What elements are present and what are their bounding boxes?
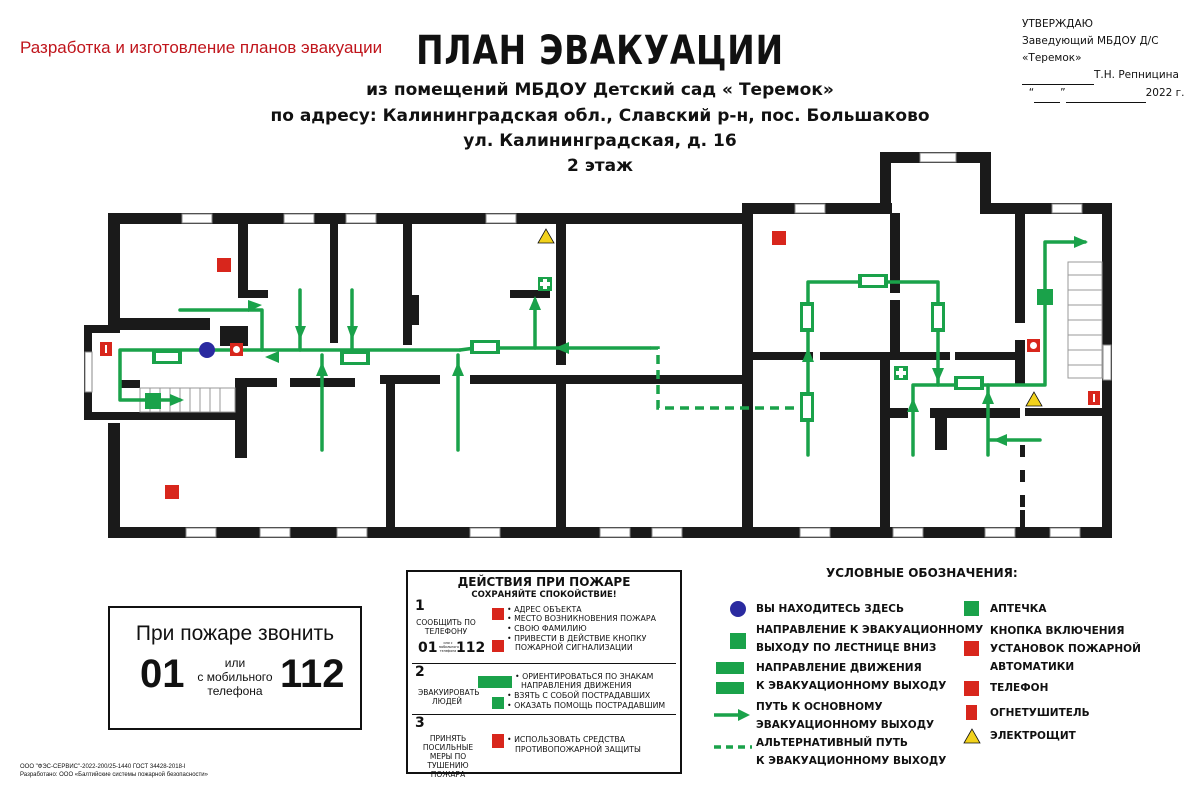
approval-year: 2022 г. — [1145, 87, 1185, 99]
step-1-item: • ПРИВЕСТИ В ДЕЙСТВИЕ КНОПКУ — [507, 634, 647, 643]
stairs-exit-icon — [730, 633, 746, 649]
legend-alternative-path: АЛЬТЕРНАТИВНЫЙ ПУТЬ К ЭВАКУАЦИОННОМУ ВЫХОДУ — [756, 737, 947, 767]
step-2-item: • ОРИЕНТИРОВАТЬСЯ ПО ЗНАКАМ — [515, 672, 654, 681]
step-3-number: 3 — [415, 715, 425, 731]
legend-movement-direction: НАПРАВЛЕНИЕ ДВИЖЕНИЯ К ЭВАКУАЦИОННОМУ ВЫХОДУ — [756, 662, 947, 692]
legend-stairs-direction: НАПРАВЛЕНИЕ К ЭВАКУАЦИОННОМУ ВЫХОДУ ПО ЛЕСТНИЦЕ ВНИЗ — [756, 624, 984, 654]
step-3-label: ПРИНЯТЬ ПОСИЛЬНЫЕ МЕРЫ ПО ТУШЕНИЮ ПОЖАРА — [422, 734, 474, 779]
legend-title: УСЛОВНЫЕ ОБОЗНАЧЕНИЯ: — [826, 566, 1018, 580]
first-aid-icon — [964, 601, 979, 616]
stairs-right — [1068, 262, 1102, 378]
step-2-item: • ВЗЯТЬ С СОБОЙ ПОСТРАДАВШИХ — [507, 691, 651, 700]
legend-extinguisher: ОГНЕТУШИТЕЛЬ — [990, 707, 1090, 719]
subtitle-address: по адресу: Калининградская обл., Славский р-н, пос. Большаково — [270, 106, 930, 126]
step-2-number: 2 — [415, 664, 425, 680]
approval-position: Заведующий МБДОУ Д/С «Теремок» — [1022, 35, 1159, 64]
approval-signer: Т.Н. Репницина — [1094, 69, 1179, 81]
first-aid-icon — [492, 697, 504, 709]
phone-icon — [492, 608, 504, 620]
legend-first-aid: АПТЕЧКА — [990, 603, 1047, 615]
step-1-number-112: 112 — [456, 640, 486, 656]
extinguisher-icon — [492, 734, 504, 748]
fire-actions-box — [406, 570, 682, 779]
actions-subtitle: СОХРАНЯЙТЕ СПОКОЙСТВИЕ! — [471, 590, 617, 600]
footer-certificate: ООО "ФЭС-СЕРВИС"-2022-200/25-1440 ГОСТ 34428-2018-I — [20, 764, 186, 770]
approval-heading: УТВЕРЖДАЮ — [1022, 18, 1094, 30]
step-1-item: • СВОЮ ФАМИЛИЮ — [507, 624, 587, 633]
step-2-item: • ОКАЗАТЬ ПОМОЩЬ ПОСТРАДАВШИМ — [507, 701, 666, 710]
step-3-item: • ИСПОЛЬЗОВАТЬ СРЕДСТВА — [507, 735, 626, 744]
phone-heading: При пожаре звонить — [135, 622, 335, 645]
plan-title: ПЛАН ЭВАКУАЦИИ — [416, 28, 784, 74]
divider — [412, 714, 676, 715]
phone-number-112: 112 — [280, 652, 345, 696]
phone-icon — [165, 231, 786, 499]
step-1-item: • МЕСТО ВОЗНИКНОВЕНИЯ ПОЖАРА — [507, 614, 656, 623]
subtitle-building: из помещений МБДОУ Детский сад « Теремок» — [366, 80, 834, 100]
phone-number-01: 01 — [140, 652, 185, 696]
step-1-number: 1 — [415, 598, 425, 614]
subtitle-street: ул. Калининградская, д. 16 — [463, 131, 737, 151]
floor-label: 2 этаж — [566, 156, 634, 176]
electrical-panel-icon — [963, 728, 981, 744]
step-1-item: ПОЖАРНОЙ СИГНАЛИЗАЦИИ — [515, 643, 633, 652]
exit-direction-icon — [478, 676, 512, 688]
actions-title: ДЕЙСТВИЯ ПРИ ПОЖАРЕ — [457, 575, 631, 589]
exit-direction-icon — [716, 682, 744, 694]
alternative-path-legend-icon — [712, 744, 752, 750]
divider — [412, 663, 676, 664]
emergency-phone-box — [108, 606, 362, 730]
step-2-label: ЭВАКУИРОВАТЬ ЛЮДЕЙ — [418, 688, 480, 706]
footer-developer: Разработано: ООО «Балтийские системы пожарной безопасности» — [20, 772, 208, 778]
fire-button-icon — [492, 640, 504, 652]
you-are-here-marker — [730, 601, 746, 617]
main-path-legend-icon — [712, 708, 752, 722]
extinguisher-icon — [966, 705, 977, 720]
legend-you-are-here: ВЫ НАХОДИТЕСЬ ЗДЕСЬ — [756, 603, 905, 615]
you-are-here-marker — [199, 342, 215, 358]
exit-direction-icon — [716, 662, 744, 674]
legend-main-path: ПУТЬ К ОСНОВНОМУ ЭВАКУАЦИОННОМУ ВЫХОДУ — [756, 701, 935, 731]
first-aid-icon — [538, 277, 908, 380]
approval-date: “ ” 2022 г. — [1022, 85, 1200, 103]
phone-icon — [964, 681, 979, 696]
step-1-number-01: 01 — [418, 640, 438, 656]
step-2-item: НАПРАВЛЕНИЯ ДВИЖЕНИЯ — [521, 681, 632, 690]
step-1-mobile-note: или с мобильного телефона — [439, 641, 459, 653]
legend-fire-button: КНОПКА ВКЛЮЧЕНИЯ УСТАНОВОК ПОЖАРНОЙ АВТОМАТИКИ — [990, 625, 1141, 673]
fire-button-icon — [964, 641, 979, 656]
brand-slogan: Разработка и изготовление планов эвакуации — [20, 38, 383, 57]
step-3-item: ПРОТИВОПОЖАРНОЙ ЗАЩИТЫ — [515, 745, 641, 754]
step-1-item: • АДРЕС ОБЪЕКТА — [507, 605, 582, 614]
legend-telephone: ТЕЛЕФОН — [990, 682, 1049, 694]
step-1-label: СООБЩИТЬ ПО ТЕЛЕФОНУ — [416, 618, 476, 636]
phone-mobile-note: или с мобильного телефона — [197, 656, 273, 698]
legend-electrical-panel: ЭЛЕКТРОЩИТ — [990, 730, 1076, 742]
